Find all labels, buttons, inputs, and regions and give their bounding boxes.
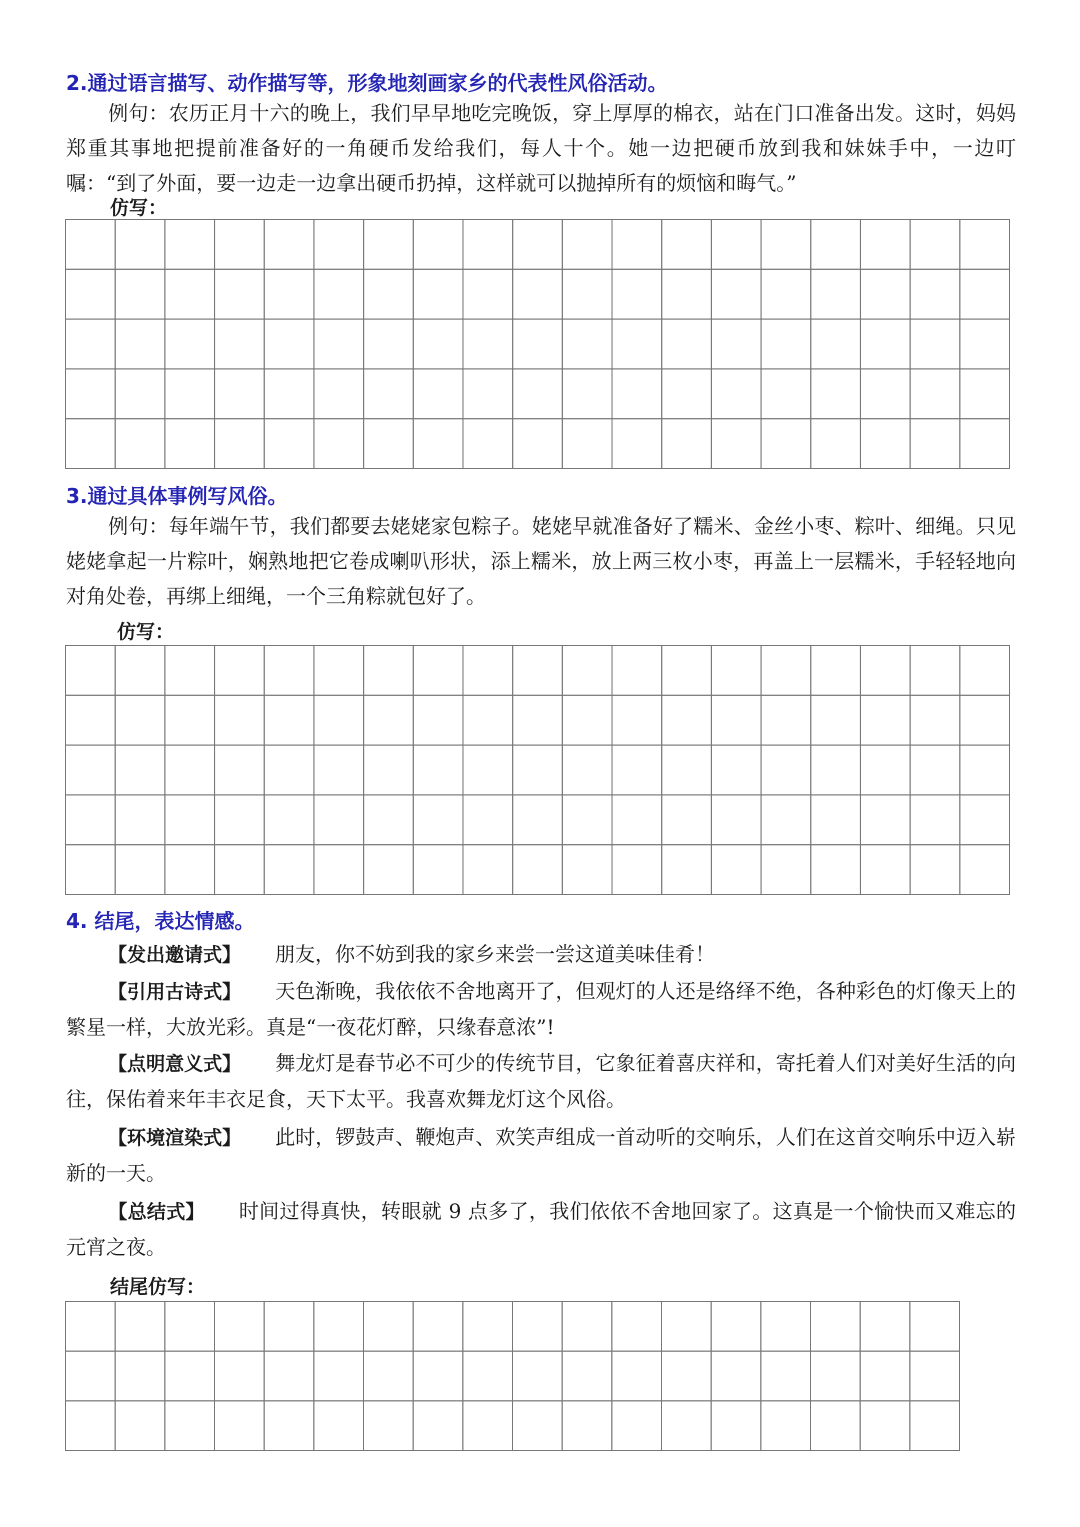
grid-cell[interactable] xyxy=(761,646,811,696)
grid-cell[interactable] xyxy=(562,845,612,895)
grid-cell[interactable] xyxy=(165,1351,215,1401)
grid-cell[interactable] xyxy=(165,220,215,270)
grid-cell[interactable] xyxy=(860,269,910,319)
grid-cell[interactable] xyxy=(115,1302,165,1352)
grid-cell[interactable] xyxy=(562,269,612,319)
grid-cell[interactable] xyxy=(463,220,513,270)
grid-cell[interactable] xyxy=(562,1401,612,1451)
grid-cell[interactable] xyxy=(960,220,1010,270)
grid-cell[interactable] xyxy=(215,1302,265,1352)
grid-cell[interactable] xyxy=(165,1302,215,1352)
grid-cell[interactable] xyxy=(860,319,910,369)
grid-cell[interactable] xyxy=(811,795,861,845)
grid-cell[interactable] xyxy=(910,1401,960,1451)
grid-cell[interactable] xyxy=(662,845,712,895)
grid-cell[interactable] xyxy=(612,319,662,369)
grid-cell[interactable] xyxy=(364,1302,414,1352)
grid-cell[interactable] xyxy=(413,745,463,795)
grid-cell[interactable] xyxy=(364,419,414,469)
grid-cell[interactable] xyxy=(66,369,116,419)
grid-cell[interactable] xyxy=(413,795,463,845)
grid-cell[interactable] xyxy=(413,319,463,369)
grid-cell[interactable] xyxy=(711,419,761,469)
grid-cell[interactable] xyxy=(215,695,265,745)
grid-cell[interactable] xyxy=(264,745,314,795)
grid-cell[interactable] xyxy=(761,745,811,795)
grid-cell[interactable] xyxy=(66,1401,116,1451)
grid-cell[interactable] xyxy=(562,646,612,696)
grid-cell[interactable] xyxy=(612,1401,662,1451)
grid-cell[interactable] xyxy=(711,269,761,319)
grid-cell[interactable] xyxy=(165,1401,215,1451)
grid-cell[interactable] xyxy=(910,1351,960,1401)
grid-cell[interactable] xyxy=(264,845,314,895)
grid-cell[interactable] xyxy=(115,369,165,419)
grid-cell[interactable] xyxy=(314,1401,364,1451)
grid-cell[interactable] xyxy=(910,319,960,369)
grid-cell[interactable] xyxy=(811,319,861,369)
grid-cell[interactable] xyxy=(314,319,364,369)
grid-cell[interactable] xyxy=(165,795,215,845)
grid-cell[interactable] xyxy=(513,419,563,469)
grid-cell[interactable] xyxy=(115,319,165,369)
grid-cell[interactable] xyxy=(562,745,612,795)
grid-cell[interactable] xyxy=(811,646,861,696)
grid-cell[interactable] xyxy=(860,419,910,469)
grid-cell[interactable] xyxy=(811,745,861,795)
grid-cell[interactable] xyxy=(562,695,612,745)
grid-cell[interactable] xyxy=(215,1401,265,1451)
grid-cell[interactable] xyxy=(960,745,1010,795)
grid-cell[interactable] xyxy=(860,795,910,845)
grid-cell[interactable] xyxy=(463,745,513,795)
grid-cell[interactable] xyxy=(860,1401,910,1451)
grid-cell[interactable] xyxy=(711,646,761,696)
grid-cell[interactable] xyxy=(860,220,910,270)
grid-cell[interactable] xyxy=(364,319,414,369)
grid-cell[interactable] xyxy=(314,1302,364,1352)
grid-cell[interactable] xyxy=(860,695,910,745)
section-3-heading: 3.通过具体事例写风俗。 xyxy=(66,484,288,508)
grid-cell[interactable] xyxy=(463,845,513,895)
grid-cell[interactable] xyxy=(761,1351,811,1401)
grid-cell[interactable] xyxy=(860,745,910,795)
grid-cell[interactable] xyxy=(66,845,116,895)
section-4-heading: 4. 结尾，表达情感。 xyxy=(66,909,255,933)
grid-cell[interactable] xyxy=(115,646,165,696)
grid-cell[interactable] xyxy=(314,269,364,319)
grid-cell[interactable] xyxy=(115,269,165,319)
grid-cell[interactable] xyxy=(115,220,165,270)
grid-cell[interactable] xyxy=(711,1401,761,1451)
grid-cell[interactable] xyxy=(910,1302,960,1352)
grid-cell[interactable] xyxy=(811,845,861,895)
grid-cell[interactable] xyxy=(662,319,712,369)
grid-cell[interactable] xyxy=(761,1401,811,1451)
grid-cell[interactable] xyxy=(463,646,513,696)
grid-cell[interactable] xyxy=(711,369,761,419)
grid-cell[interactable] xyxy=(562,419,612,469)
grid-cell[interactable] xyxy=(413,695,463,745)
grid-cell[interactable] xyxy=(314,646,364,696)
section-3-writing-grid[interactable] xyxy=(65,645,1010,895)
grid-cell[interactable] xyxy=(811,1351,861,1401)
grid-cell[interactable] xyxy=(165,646,215,696)
grid-cell[interactable] xyxy=(513,745,563,795)
ending-invitation-tag: 【发出邀请式】 xyxy=(108,944,242,966)
grid-cell[interactable] xyxy=(513,695,563,745)
grid-cell[interactable] xyxy=(562,319,612,369)
grid-cell[interactable] xyxy=(662,1302,712,1352)
grid-cell[interactable] xyxy=(264,795,314,845)
grid-cell[interactable] xyxy=(264,220,314,270)
grid-cell[interactable] xyxy=(215,1351,265,1401)
grid-cell[interactable] xyxy=(811,419,861,469)
grid-cell[interactable] xyxy=(314,369,364,419)
grid-cell[interactable] xyxy=(463,269,513,319)
grid-cell[interactable] xyxy=(811,695,861,745)
grid-cell[interactable] xyxy=(463,795,513,845)
grid-cell[interactable] xyxy=(364,269,414,319)
grid-cell[interactable] xyxy=(761,319,811,369)
grid-cell[interactable] xyxy=(612,369,662,419)
section-3-example-text: 例句：每年端午节，我们都要去姥姥家包粽子。姥姥早就准备好了糯米、金丝小枣、粽叶、细绳。只见姥姥拿起一片粽叶，娴熟地把它卷成喇叭形状，添上糯米，放上两三枚小枣，再盖上一层糯米，手轻轻地向对角处卷，再绑上细绳，一个三角粽就包好了。 xyxy=(66,514,1016,608)
grid-cell[interactable] xyxy=(662,1351,712,1401)
grid-cell[interactable] xyxy=(711,695,761,745)
grid-cell[interactable] xyxy=(264,646,314,696)
grid-cell[interactable] xyxy=(910,695,960,745)
grid-cell[interactable] xyxy=(612,845,662,895)
grid-cell[interactable] xyxy=(513,646,563,696)
grid-cell[interactable] xyxy=(612,419,662,469)
grid-cell[interactable] xyxy=(612,745,662,795)
grid-cell[interactable] xyxy=(910,369,960,419)
ending-summary-text: 时间过得真快，转眼就 9 点多了，我们依依不舍地回家了。这真是一个愉快而又难忘的元宵之夜。 xyxy=(66,1199,1016,1259)
grid-cell[interactable] xyxy=(612,269,662,319)
grid-cell[interactable] xyxy=(960,369,1010,419)
ending-meaning-text: 舞龙灯是春节必不可少的传统节目，它象征着喜庆祥和，寄托着人们对美好生活的向往，保佑着来年丰衣足食，天下太平。我喜欢舞龙灯这个风俗。 xyxy=(66,1051,1016,1111)
grid-cell[interactable] xyxy=(364,369,414,419)
section-2-example xyxy=(66,96,1016,201)
grid-cell[interactable] xyxy=(66,319,116,369)
grid-cell[interactable] xyxy=(662,795,712,845)
grid-cell[interactable] xyxy=(811,369,861,419)
grid-cell[interactable] xyxy=(562,795,612,845)
grid-cell[interactable] xyxy=(513,269,563,319)
grid-cell[interactable] xyxy=(66,1302,116,1352)
grid-cell[interactable] xyxy=(215,845,265,895)
grid-cell[interactable] xyxy=(910,269,960,319)
grid-cell[interactable] xyxy=(612,1351,662,1401)
grid-cell[interactable] xyxy=(910,419,960,469)
grid-cell[interactable] xyxy=(364,795,414,845)
grid-cell[interactable] xyxy=(860,646,910,696)
section-2-writing-grid[interactable] xyxy=(65,219,1010,469)
grid-cell[interactable] xyxy=(165,269,215,319)
grid-cell[interactable] xyxy=(115,745,165,795)
grid-cell[interactable] xyxy=(612,646,662,696)
grid-cell[interactable] xyxy=(662,745,712,795)
grid-cell[interactable] xyxy=(264,269,314,319)
grid-cell[interactable] xyxy=(761,695,811,745)
grid-cell[interactable] xyxy=(662,695,712,745)
grid-cell[interactable] xyxy=(761,269,811,319)
grid-cell[interactable] xyxy=(413,845,463,895)
grid-cell[interactable] xyxy=(662,646,712,696)
grid-cell[interactable] xyxy=(662,220,712,270)
grid-cell[interactable] xyxy=(811,1302,861,1352)
ending-summary xyxy=(66,1194,1016,1265)
grid-cell[interactable] xyxy=(314,745,364,795)
grid-cell[interactable] xyxy=(115,1401,165,1451)
grid-cell[interactable] xyxy=(662,269,712,319)
grid-cell[interactable] xyxy=(165,419,215,469)
ending-summary-tag: 【总结式】 xyxy=(108,1201,205,1223)
ending-invitation xyxy=(66,937,1016,973)
ending-poem-tag: 【引用古诗式】 xyxy=(108,981,242,1003)
grid-cell[interactable] xyxy=(314,795,364,845)
grid-cell[interactable] xyxy=(860,1351,910,1401)
grid-cell[interactable] xyxy=(711,319,761,369)
grid-cell[interactable] xyxy=(165,845,215,895)
grid-cell[interactable] xyxy=(612,795,662,845)
grid-cell[interactable] xyxy=(562,369,612,419)
grid-cell[interactable] xyxy=(364,745,414,795)
grid-cell[interactable] xyxy=(761,845,811,895)
grid-cell[interactable] xyxy=(215,419,265,469)
grid-cell[interactable] xyxy=(513,369,563,419)
grid-cell[interactable] xyxy=(314,419,364,469)
grid-cell[interactable] xyxy=(761,795,811,845)
grid-cell[interactable] xyxy=(463,369,513,419)
ending-practice-label: 结尾仿写： xyxy=(110,1276,206,1298)
grid-cell[interactable] xyxy=(761,419,811,469)
grid-cell[interactable] xyxy=(662,419,712,469)
grid-cell[interactable] xyxy=(513,220,563,270)
grid-cell[interactable] xyxy=(562,220,612,270)
grid-cell[interactable] xyxy=(364,646,414,696)
grid-cell[interactable] xyxy=(711,745,761,795)
grid-cell[interactable] xyxy=(463,319,513,369)
ending-writing-grid[interactable] xyxy=(65,1301,960,1451)
grid-cell[interactable] xyxy=(910,795,960,845)
grid-cell[interactable] xyxy=(463,419,513,469)
grid-cell[interactable] xyxy=(960,319,1010,369)
grid-cell[interactable] xyxy=(66,419,116,469)
grid-cell[interactable] xyxy=(66,795,116,845)
grid-cell[interactable] xyxy=(215,745,265,795)
grid-cell[interactable] xyxy=(364,1401,414,1451)
grid-cell[interactable] xyxy=(66,220,116,270)
grid-cell[interactable] xyxy=(811,220,861,270)
grid-cell[interactable] xyxy=(662,1401,712,1451)
grid-cell[interactable] xyxy=(562,1351,612,1401)
grid-cell[interactable] xyxy=(513,319,563,369)
grid-cell[interactable] xyxy=(413,1401,463,1451)
grid-cell[interactable] xyxy=(761,1302,811,1352)
grid-cell[interactable] xyxy=(115,419,165,469)
grid-cell[interactable] xyxy=(960,795,1010,845)
grid-cell[interactable] xyxy=(215,369,265,419)
grid-cell[interactable] xyxy=(612,220,662,270)
grid-cell[interactable] xyxy=(264,1351,314,1401)
grid-cell[interactable] xyxy=(513,795,563,845)
ending-meaning-tag: 【点明意义式】 xyxy=(108,1053,242,1075)
section-2-heading: 2.通过语言描写、动作描写等，形象地刻画家乡的代表性风俗活动。 xyxy=(66,71,668,95)
grid-cell[interactable] xyxy=(960,646,1010,696)
grid-cell[interactable] xyxy=(66,745,116,795)
ending-environment-tag: 【环境渲染式】 xyxy=(108,1127,242,1149)
grid-cell[interactable] xyxy=(215,319,265,369)
grid-cell[interactable] xyxy=(115,845,165,895)
section-3-practice-label: 仿写： xyxy=(117,621,175,643)
grid-cell[interactable] xyxy=(960,695,1010,745)
grid-cell[interactable] xyxy=(364,1351,414,1401)
grid-cell[interactable] xyxy=(761,369,811,419)
grid-cell[interactable] xyxy=(860,1302,910,1352)
grid-cell[interactable] xyxy=(264,1401,314,1451)
grid-cell[interactable] xyxy=(463,695,513,745)
grid-cell[interactable] xyxy=(463,1401,513,1451)
grid-cell[interactable] xyxy=(165,369,215,419)
grid-cell[interactable] xyxy=(811,269,861,319)
grid-cell[interactable] xyxy=(513,1351,563,1401)
grid-cell[interactable] xyxy=(413,269,463,319)
grid-cell[interactable] xyxy=(314,1351,364,1401)
section-2-practice-label: 仿写： xyxy=(110,197,168,219)
ending-environment xyxy=(66,1120,1016,1191)
grid-cell[interactable] xyxy=(612,695,662,745)
grid-cell[interactable] xyxy=(811,1401,861,1451)
grid-cell[interactable] xyxy=(115,695,165,745)
grid-cell[interactable] xyxy=(463,1351,513,1401)
grid-cell[interactable] xyxy=(215,220,265,270)
grid-cell[interactable] xyxy=(264,695,314,745)
grid-cell[interactable] xyxy=(513,845,563,895)
grid-cell[interactable] xyxy=(960,845,1010,895)
ending-poem xyxy=(66,974,1016,1045)
grid-cell[interactable] xyxy=(115,795,165,845)
section-3-example xyxy=(66,509,1016,614)
grid-cell[interactable] xyxy=(115,1351,165,1401)
grid-cell[interactable] xyxy=(66,1351,116,1401)
grid-cell[interactable] xyxy=(761,220,811,270)
grid-cell[interactable] xyxy=(413,220,463,270)
grid-cell[interactable] xyxy=(960,419,1010,469)
grid-cell[interactable] xyxy=(66,646,116,696)
grid-cell[interactable] xyxy=(66,695,116,745)
grid-cell[interactable] xyxy=(463,1302,513,1352)
grid-cell[interactable] xyxy=(264,419,314,469)
ending-environment-text: 此时，锣鼓声、鞭炮声、欢笑声组成一首动听的交响乐，人们在这首交响乐中迈入崭新的一天。 xyxy=(66,1125,1016,1185)
grid-cell[interactable] xyxy=(711,1302,761,1352)
grid-cell[interactable] xyxy=(364,695,414,745)
grid-cell[interactable] xyxy=(264,1302,314,1352)
grid-cell[interactable] xyxy=(215,646,265,696)
grid-cell[interactable] xyxy=(413,1302,463,1352)
section-2-example-text: 例句：农历正月十六的晚上，我们早早地吃完晚饭，穿上厚厚的棉衣，站在门口准备出发。这时，妈妈郑重其事地把提前准备好的一角硬币发给我们，每人十个。她一边把硬币放到我和妹妹手中，一边叮嘱：“到了外面，要一边走一边拿出硬币扔掉，这样就可以抛掉所有的烦恼和晦气。” xyxy=(66,101,1016,195)
grid-cell[interactable] xyxy=(165,319,215,369)
ending-invitation-text: 朋友，你不妨到我的家乡来尝一尝这道美味佳肴！ xyxy=(275,942,716,966)
grid-cell[interactable] xyxy=(860,369,910,419)
grid-cell[interactable] xyxy=(264,319,314,369)
grid-cell[interactable] xyxy=(165,745,215,795)
grid-cell[interactable] xyxy=(413,419,463,469)
grid-cell[interactable] xyxy=(413,1351,463,1401)
grid-cell[interactable] xyxy=(910,646,960,696)
grid-cell[interactable] xyxy=(513,1401,563,1451)
grid-cell[interactable] xyxy=(215,795,265,845)
grid-cell[interactable] xyxy=(910,745,960,795)
grid-cell[interactable] xyxy=(662,369,712,419)
grid-cell[interactable] xyxy=(860,845,910,895)
grid-cell[interactable] xyxy=(711,220,761,270)
grid-cell[interactable] xyxy=(364,220,414,270)
grid-cell[interactable] xyxy=(314,845,364,895)
grid-cell[interactable] xyxy=(910,845,960,895)
grid-cell[interactable] xyxy=(960,269,1010,319)
ending-meaning xyxy=(66,1046,1016,1117)
ending-poem-text: 天色渐晚，我依依不舍地离开了，但观灯的人还是络绎不绝，各种彩色的灯像天上的繁星一样，大放光彩。真是“一夜花灯醉，只缘春意浓”! xyxy=(66,979,1016,1039)
grid-cell[interactable] xyxy=(364,845,414,895)
grid-cell[interactable] xyxy=(910,220,960,270)
grid-cell[interactable] xyxy=(413,369,463,419)
grid-cell[interactable] xyxy=(314,220,364,270)
grid-cell[interactable] xyxy=(66,269,116,319)
grid-cell[interactable] xyxy=(612,1302,662,1352)
grid-cell[interactable] xyxy=(165,695,215,745)
grid-cell[interactable] xyxy=(562,1302,612,1352)
grid-cell[interactable] xyxy=(215,269,265,319)
grid-cell[interactable] xyxy=(413,646,463,696)
grid-cell[interactable] xyxy=(711,1351,761,1401)
grid-cell[interactable] xyxy=(711,795,761,845)
grid-cell[interactable] xyxy=(264,369,314,419)
grid-cell[interactable] xyxy=(314,695,364,745)
grid-cell[interactable] xyxy=(711,845,761,895)
grid-cell[interactable] xyxy=(513,1302,563,1352)
